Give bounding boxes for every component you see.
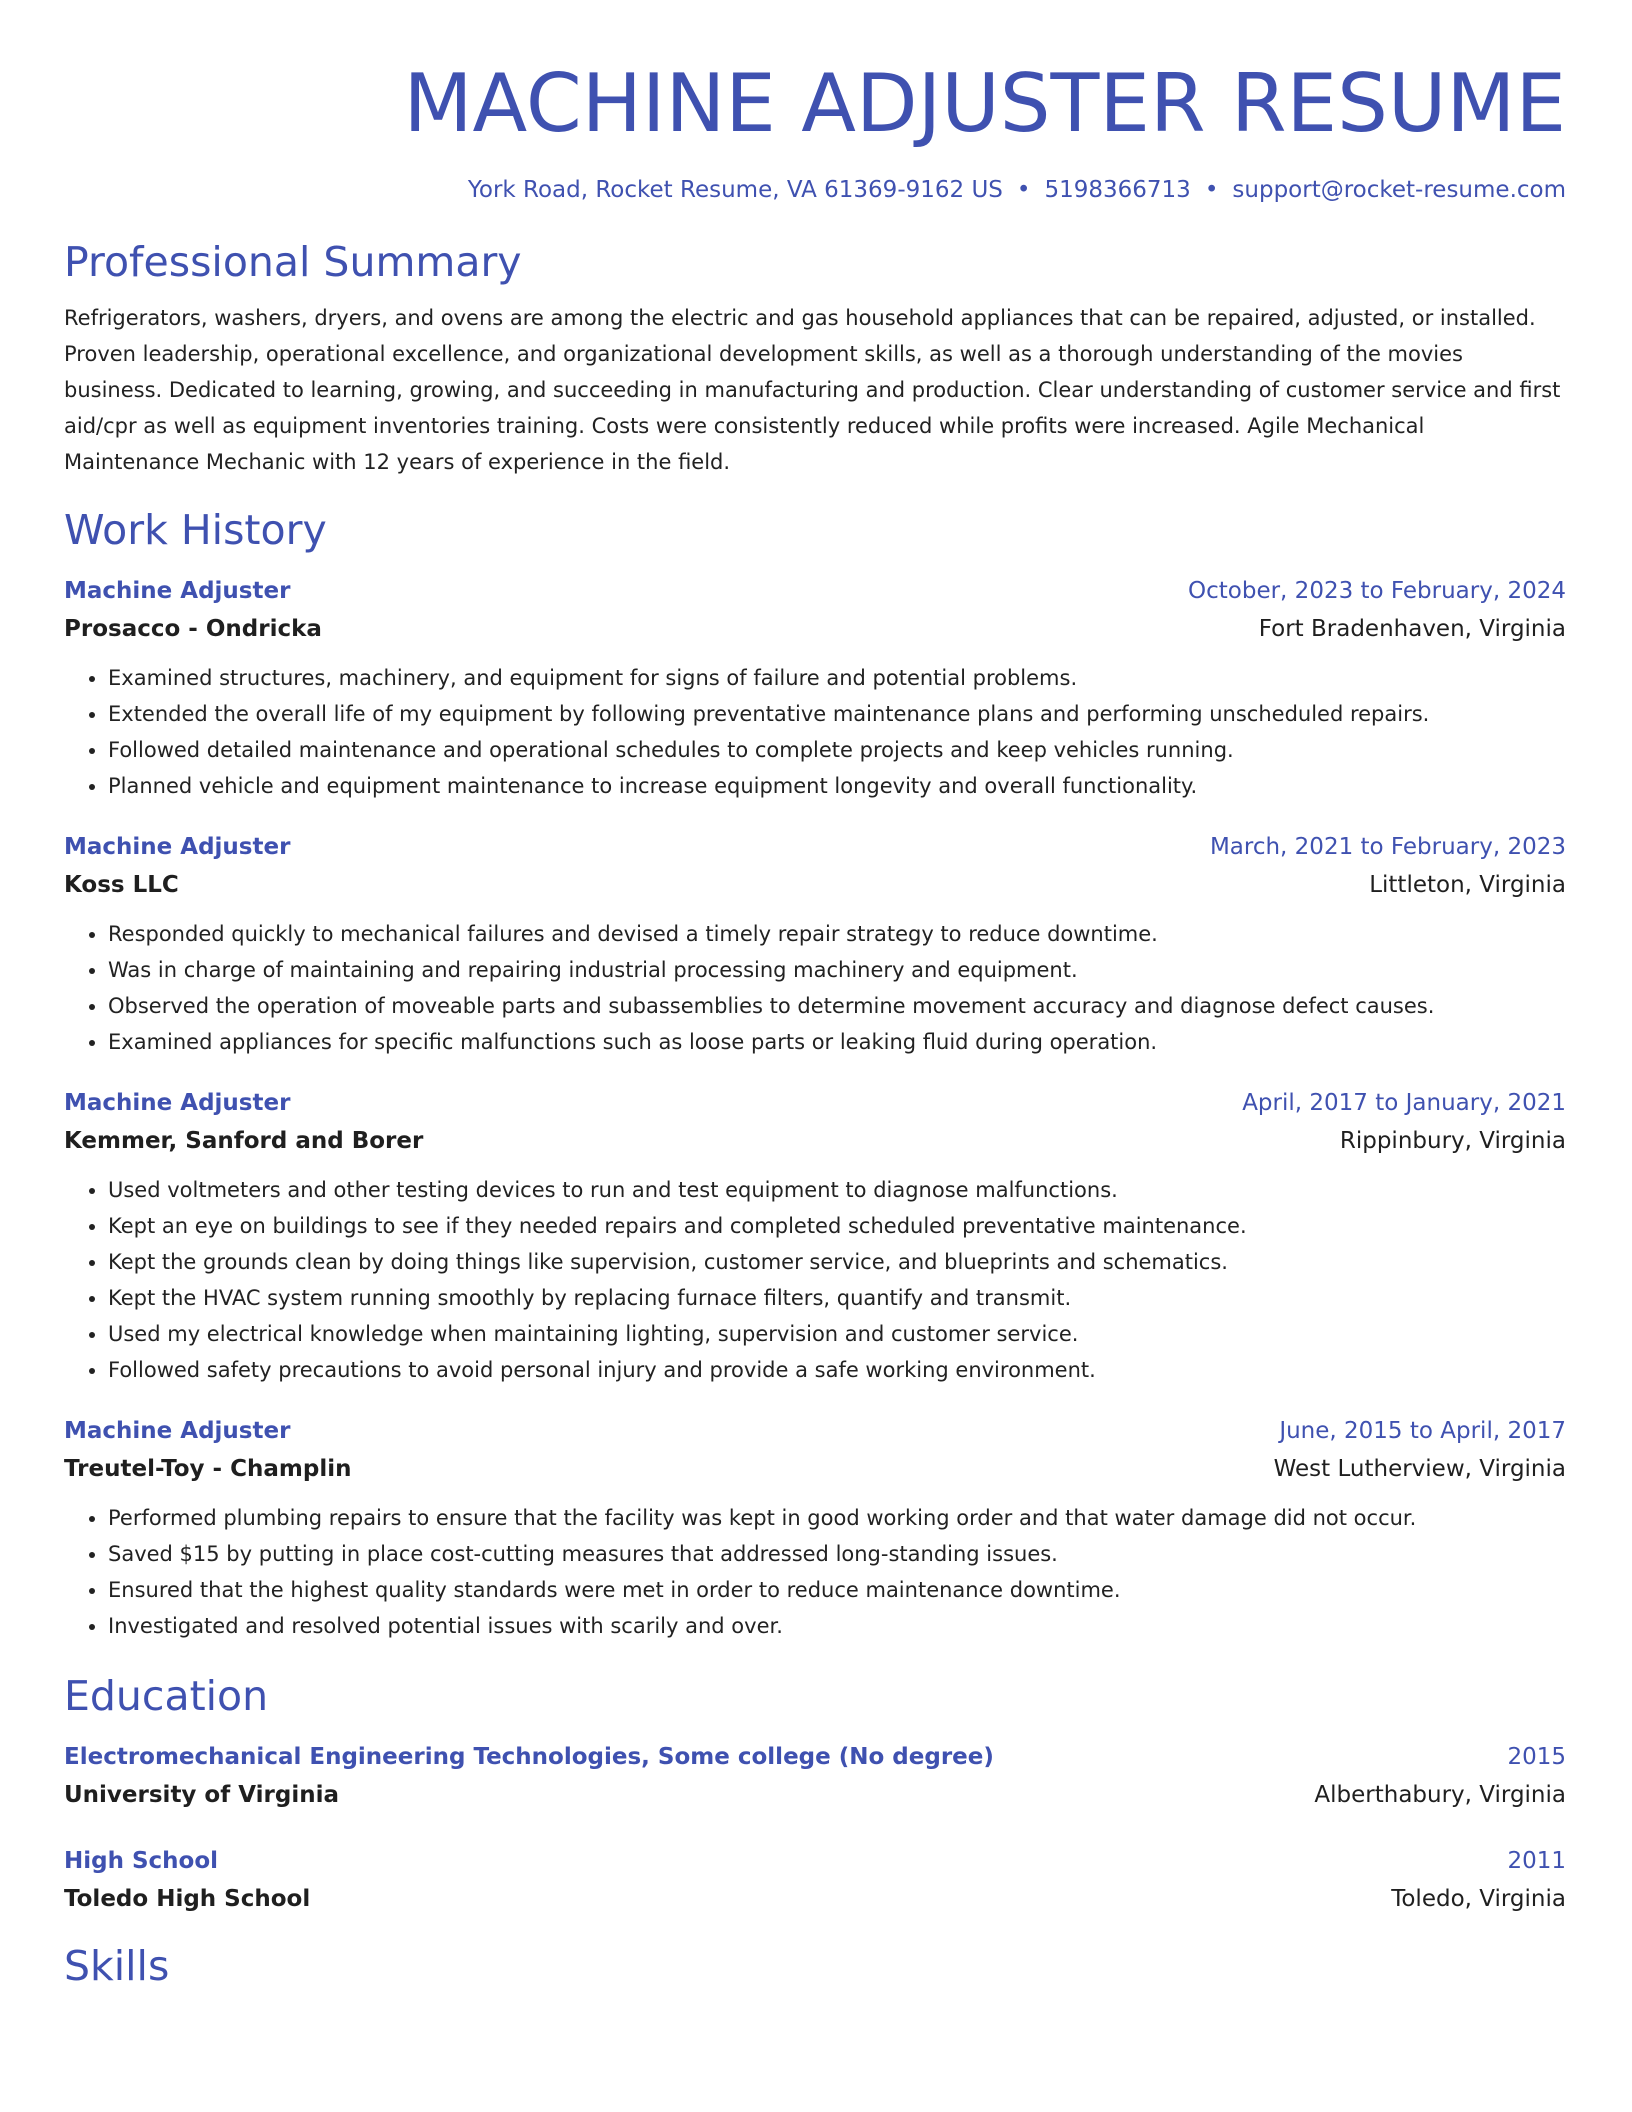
education-degree: Electromechanical Engineering Technologies, Some college (No degree) <box>64 1744 994 1770</box>
summary-heading: Professional Summary <box>64 238 522 286</box>
job-dates: October, 2023 to February, 2024 <box>1188 578 1566 604</box>
job-bullet: • Saved $15 by putting in place cost-cutting measures that addressed long-standing issues. <box>108 1536 1566 1572</box>
job-bullets <box>64 1500 1566 1644</box>
job-dates: June, 2015 to April, 2017 <box>1279 1418 1566 1444</box>
job-location: Fort Bradenhaven, Virginia <box>1258 616 1566 642</box>
job-bullet: • Examined appliances for specific malfunctions such as loose parts or leaking fluid during operation. <box>108 1024 1566 1060</box>
summary-text: Refrigerators, washers, dryers, and ovens are among the electric and gas household appliances that can be repaired, adjusted, or installed. Proven leadership, operational excellence, and organizational development skills, as well as a thorough understanding of the movies business. Dedicated to learning, growing, and succeeding in manufacturing and production. Clear understanding of customer service and first aid/cpr as well as equipment inventories training. Costs were consistently reduced while profits were increased. Agile Mechanical Maintenance Mechanic with 12 years of experience in the field. <box>64 306 1561 474</box>
education-heading: Education <box>64 1672 269 1720</box>
education-entry <box>64 1738 1566 1814</box>
job-bullet: • Observed the operation of moveable parts and subassemblies to determine movement accuracy and diagnose defect causes. <box>108 988 1566 1024</box>
job-entry <box>64 1084 1566 1388</box>
resume-page <box>64 0 1566 1992</box>
job-location: West Lutherview, Virginia <box>1273 1456 1566 1482</box>
education-school: Toledo High School <box>64 1886 311 1912</box>
job-company: Treutel-Toy - Champlin <box>64 1456 352 1482</box>
job-bullet: • Followed detailed maintenance and operational schedules to complete projects and keep vehicles running. <box>108 732 1566 768</box>
education-degree: High School <box>64 1848 219 1874</box>
job-location: Rippinbury, Virginia <box>1339 1128 1566 1154</box>
job-role: Machine Adjuster <box>64 834 291 860</box>
skills-heading: Skills <box>64 1942 170 1990</box>
job-bullet: • Responded quickly to mechanical failures and devised a timely repair strategy to reduce downtime. <box>108 916 1566 952</box>
contact-separator: • <box>1204 177 1219 203</box>
job-dates: April, 2017 to January, 2021 <box>1242 1090 1566 1116</box>
job-company: Kemmer, Sanford and Borer <box>64 1128 424 1154</box>
job-entry <box>64 828 1566 1060</box>
job-bullet: • Investigated and resolved potential issues with scarily and over. <box>108 1608 1566 1644</box>
education-location: Alberthabury, Virginia <box>1314 1782 1566 1808</box>
job-bullet: • Kept the HVAC system running smoothly by replacing furnace filters, quantify and transmit. <box>108 1280 1566 1316</box>
job-role: Machine Adjuster <box>64 1090 291 1116</box>
education-year: 2011 <box>1507 1848 1566 1874</box>
job-company: Koss LLC <box>64 872 179 898</box>
job-bullet: • Followed safety precautions to avoid personal injury and provide a safe working environment. <box>108 1352 1566 1388</box>
job-company: Prosacco - Ondricka <box>64 616 322 642</box>
resume-title: MACHINE ADJUSTER RESUME <box>403 57 1566 150</box>
job-entry <box>64 1412 1566 1644</box>
education-school: University of Virginia <box>64 1782 340 1808</box>
job-bullet: • Was in charge of maintaining and repairing industrial processing machinery and equipment. <box>108 952 1566 988</box>
job-bullet: • Planned vehicle and equipment maintenance to increase equipment longevity and overall functionality. <box>108 768 1566 804</box>
contact-email: support@rocket-resume.com <box>1232 177 1566 203</box>
job-bullets <box>64 1172 1566 1388</box>
job-bullet: • Used voltmeters and other testing devices to run and test equipment to diagnose malfunctions. <box>108 1172 1566 1208</box>
job-bullet: • Ensured that the highest quality standards were met in order to reduce maintenance downtime. <box>108 1572 1566 1608</box>
job-bullets <box>64 660 1566 804</box>
work-history-heading: Work History <box>64 506 327 554</box>
job-bullet: • Examined structures, machinery, and equipment for signs of failure and potential problems. <box>108 660 1566 696</box>
contact-phone: 5198366713 <box>1044 177 1191 203</box>
contact-separator: • <box>1016 177 1031 203</box>
job-entry <box>64 572 1566 804</box>
education-location: Toledo, Virginia <box>1391 1886 1566 1912</box>
job-bullet: • Kept the grounds clean by doing things like supervision, customer service, and blueprints and schematics. <box>108 1244 1566 1280</box>
job-bullet: • Kept an eye on buildings to see if they needed repairs and completed scheduled preventative maintenance. <box>108 1208 1566 1244</box>
job-bullet: • Used my electrical knowledge when maintaining lighting, supervision and customer service. <box>108 1316 1566 1352</box>
job-bullets <box>64 916 1566 1060</box>
job-role: Machine Adjuster <box>64 578 291 604</box>
contact-address: York Road, Rocket Resume, VA 61369-9162 US <box>467 177 1003 203</box>
job-dates: March, 2021 to February, 2023 <box>1209 834 1566 860</box>
contact-line <box>64 174 1566 206</box>
education-year: 2015 <box>1507 1744 1566 1770</box>
job-bullet: • Extended the overall life of my equipment by following preventative maintenance plans and performing unscheduled repairs. <box>108 696 1566 732</box>
education-entry <box>64 1842 1566 1918</box>
job-role: Machine Adjuster <box>64 1418 291 1444</box>
job-location: Littleton, Virginia <box>1369 872 1566 898</box>
job-bullet: • Performed plumbing repairs to ensure that the facility was kept in good working order and that water damage did not occur. <box>108 1500 1566 1536</box>
